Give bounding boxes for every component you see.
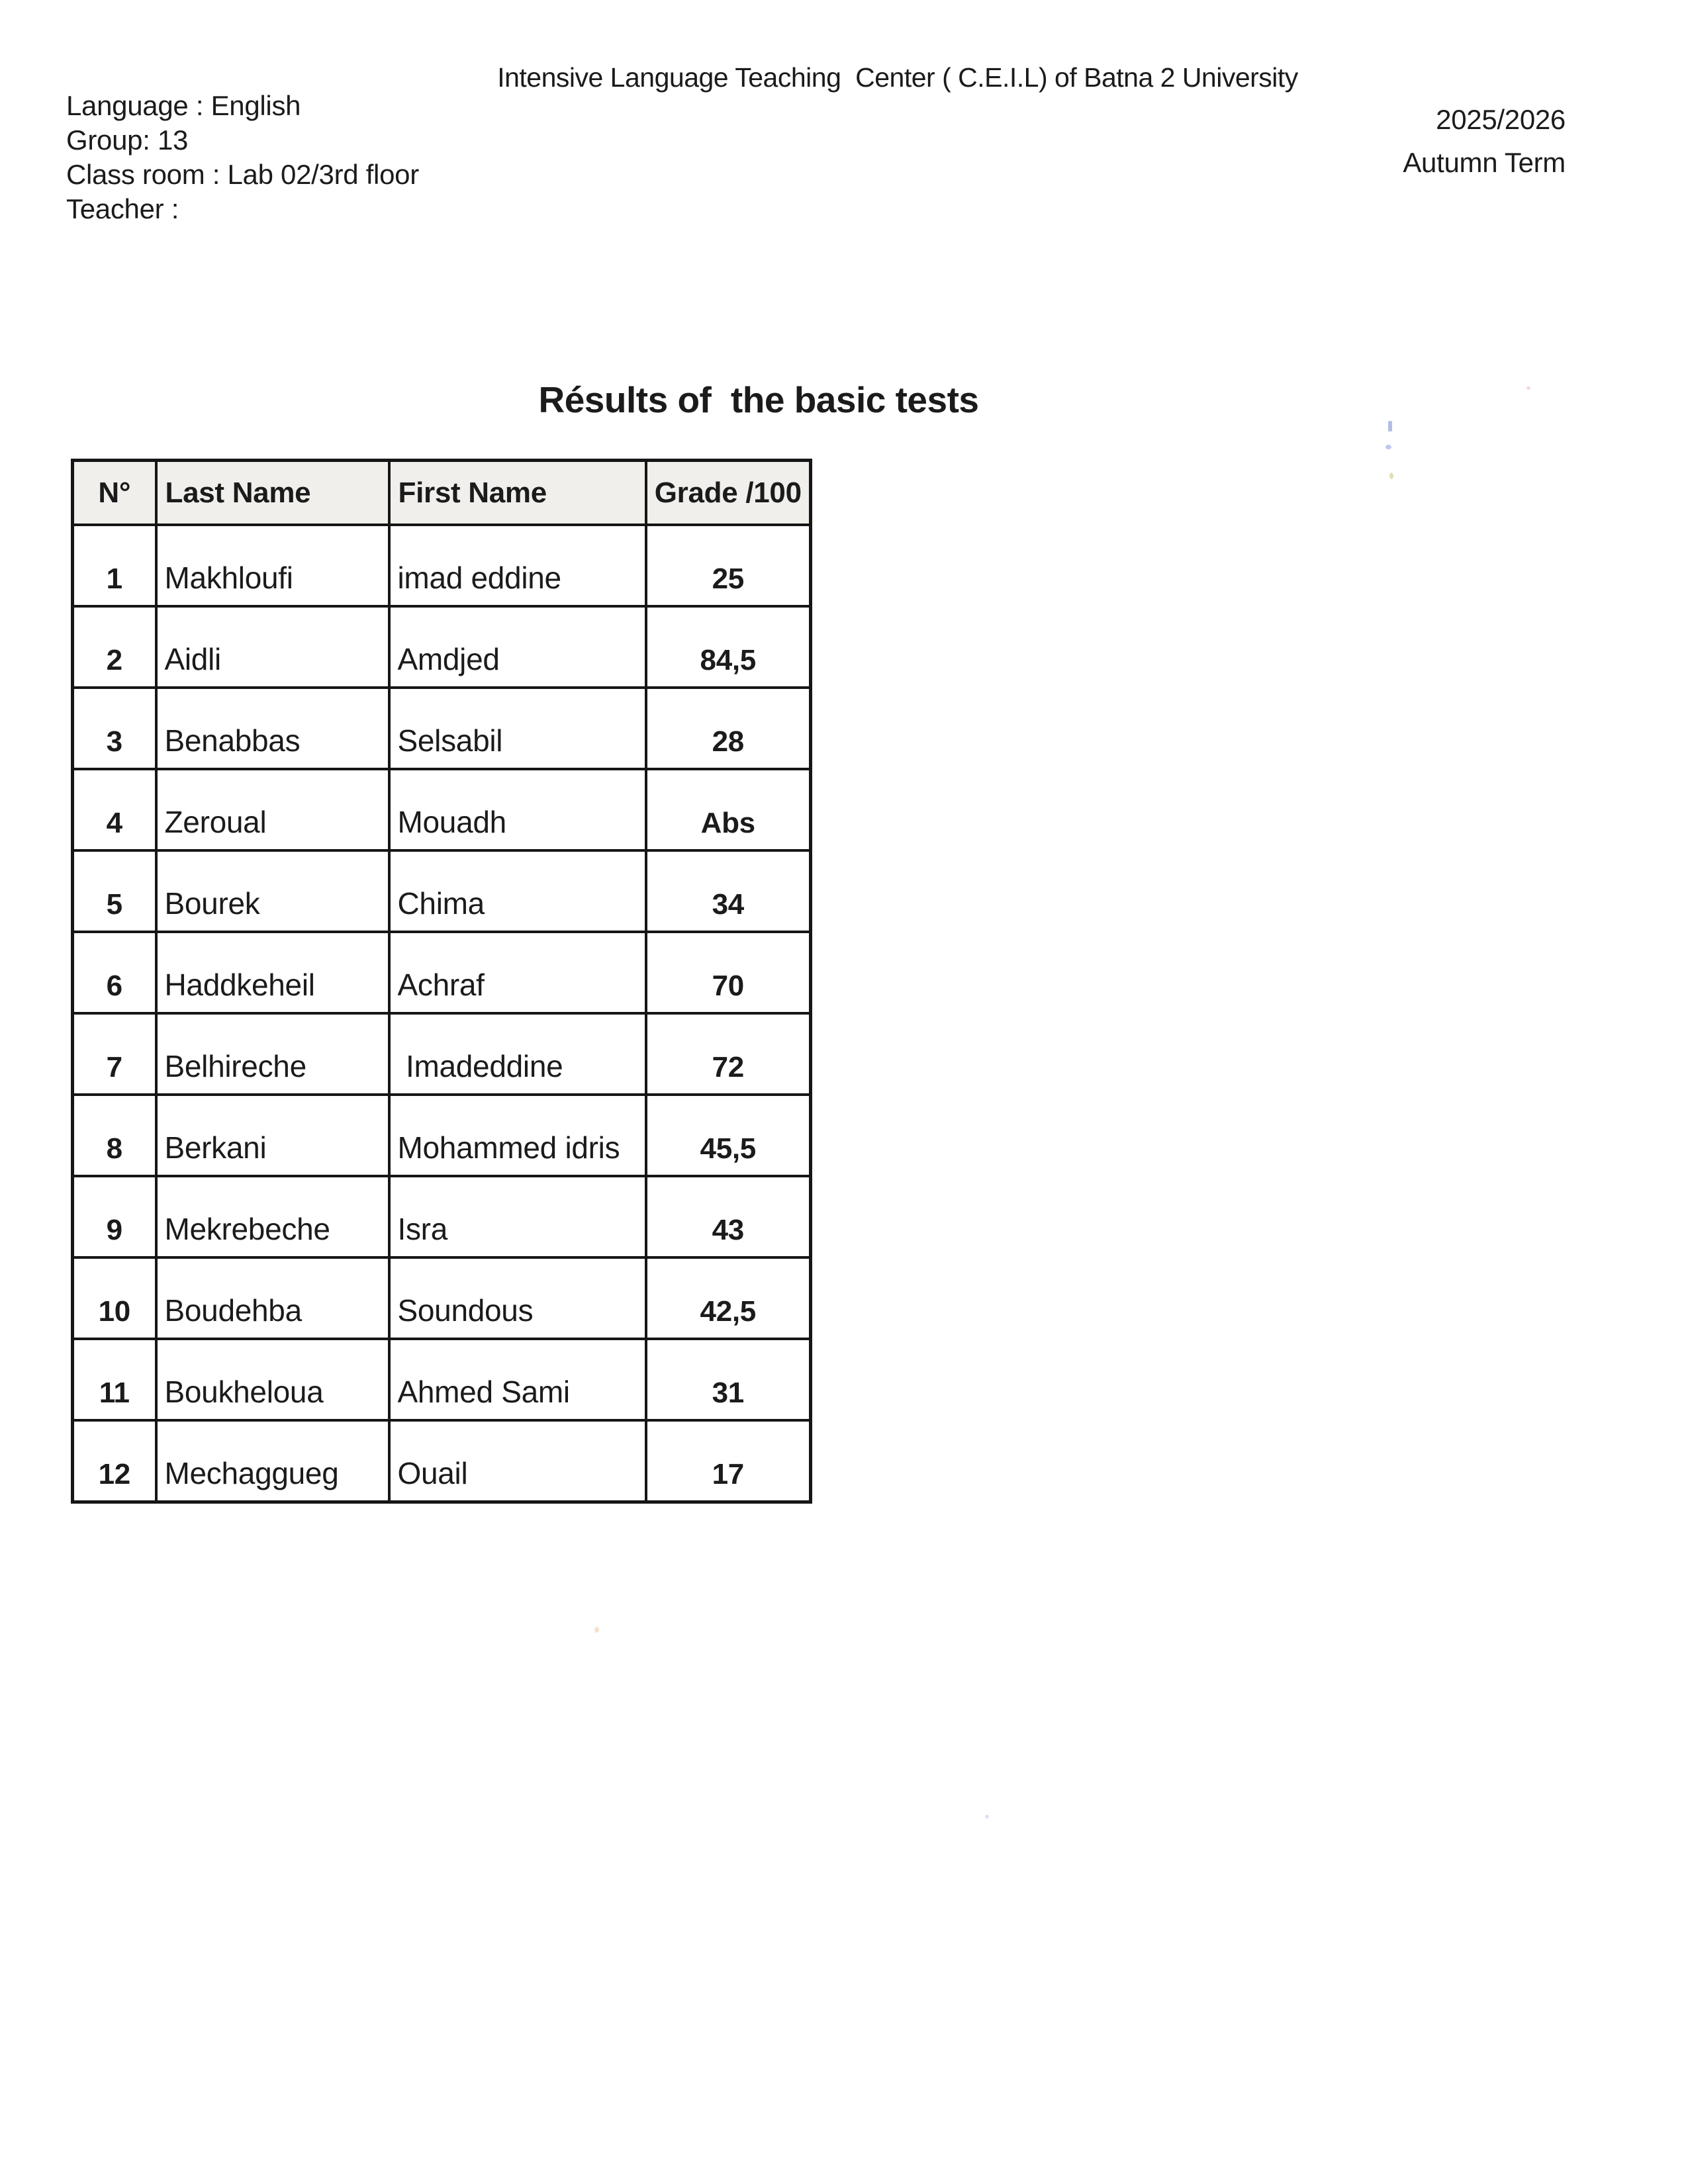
table-row bbox=[73, 1013, 811, 1095]
column-header-first-name: First Name bbox=[389, 461, 646, 525]
column-header-number: N° bbox=[73, 461, 156, 525]
cell-grade: 34 bbox=[646, 850, 811, 932]
cell-first-name: Soundous bbox=[389, 1257, 646, 1339]
results-table bbox=[71, 459, 812, 1504]
cell-number: 7 bbox=[73, 1013, 156, 1095]
teacher-line: Teacher : bbox=[66, 193, 179, 224]
table-row bbox=[73, 1257, 811, 1339]
cell-first-name: Selsabil bbox=[389, 688, 646, 769]
table-row bbox=[73, 1095, 811, 1176]
column-header-last-name: Last Name bbox=[156, 461, 389, 525]
cell-number: 2 bbox=[73, 606, 156, 688]
cell-number: 1 bbox=[73, 525, 156, 606]
term-info-block bbox=[1403, 98, 1566, 184]
cell-grade: 72 bbox=[646, 1013, 811, 1095]
cell-number: 9 bbox=[73, 1176, 156, 1257]
cell-last-name: Boudehba bbox=[156, 1257, 389, 1339]
cell-first-name: Mouadh bbox=[389, 769, 646, 850]
cell-first-name: Achraf bbox=[389, 932, 646, 1013]
scan-artifact bbox=[1526, 387, 1530, 390]
table-row bbox=[73, 1339, 811, 1420]
column-header-grade: Grade /100 bbox=[646, 461, 811, 525]
scan-artifact bbox=[594, 1627, 599, 1633]
cell-first-name: Imadeddine bbox=[389, 1013, 646, 1095]
cell-last-name: Haddkeheil bbox=[156, 932, 389, 1013]
cell-grade: 70 bbox=[646, 932, 811, 1013]
cell-last-name: Benabbas bbox=[156, 688, 389, 769]
cell-last-name: Aidli bbox=[156, 606, 389, 688]
cell-number: 6 bbox=[73, 932, 156, 1013]
table-row bbox=[73, 1176, 811, 1257]
cell-number: 5 bbox=[73, 850, 156, 932]
cell-last-name: Belhireche bbox=[156, 1013, 389, 1095]
cell-number: 11 bbox=[73, 1339, 156, 1420]
header-row bbox=[73, 461, 811, 525]
cell-first-name: imad eddine bbox=[389, 525, 646, 606]
class-info-block bbox=[66, 89, 419, 226]
cell-first-name: Chima bbox=[389, 850, 646, 932]
classroom-line: Class room : Lab 02/3rd floor bbox=[66, 159, 419, 190]
cell-last-name: Mekrebeche bbox=[156, 1176, 389, 1257]
cell-number: 12 bbox=[73, 1420, 156, 1502]
table-row bbox=[73, 688, 811, 769]
table-row bbox=[73, 606, 811, 688]
cell-grade: 84,5 bbox=[646, 606, 811, 688]
cell-grade: Abs bbox=[646, 769, 811, 850]
academic-year: 2025/2026 bbox=[1436, 104, 1566, 135]
cell-number: 3 bbox=[73, 688, 156, 769]
cell-first-name: Amdjed bbox=[389, 606, 646, 688]
cell-last-name: Bourek bbox=[156, 850, 389, 932]
document-title: Résults of the basic tests bbox=[538, 379, 979, 420]
results-table-body bbox=[73, 525, 811, 1502]
cell-last-name: Mechaggueg bbox=[156, 1420, 389, 1502]
cell-number: 10 bbox=[73, 1257, 156, 1339]
cell-grade: 42,5 bbox=[646, 1257, 811, 1339]
language-line: Language : English bbox=[66, 90, 301, 121]
cell-grade: 31 bbox=[646, 1339, 811, 1420]
cell-first-name: Ouail bbox=[389, 1420, 646, 1502]
cell-last-name: Zeroual bbox=[156, 769, 389, 850]
cell-grade: 28 bbox=[646, 688, 811, 769]
results-table-header bbox=[73, 461, 811, 525]
table-row bbox=[73, 850, 811, 932]
cell-number: 4 bbox=[73, 769, 156, 850]
scan-artifact bbox=[1388, 421, 1392, 432]
group-line: Group: 13 bbox=[66, 124, 189, 156]
cell-last-name: Makhloufi bbox=[156, 525, 389, 606]
table-row bbox=[73, 769, 811, 850]
cell-grade: 25 bbox=[646, 525, 811, 606]
table-row bbox=[73, 525, 811, 606]
university-header-title: Intensive Language Teaching Center ( C.E.I.L) of Batna 2 University bbox=[497, 62, 1298, 93]
cell-grade: 45,5 bbox=[646, 1095, 811, 1176]
term-label: Autumn Term bbox=[1403, 147, 1566, 178]
cell-first-name: Isra bbox=[389, 1176, 646, 1257]
scan-artifact bbox=[1385, 445, 1391, 449]
cell-first-name: Mohammed idris bbox=[389, 1095, 646, 1176]
cell-number: 8 bbox=[73, 1095, 156, 1176]
cell-grade: 17 bbox=[646, 1420, 811, 1502]
scan-artifact bbox=[985, 1815, 989, 1819]
table-row bbox=[73, 932, 811, 1013]
cell-first-name: Ahmed Sami bbox=[389, 1339, 646, 1420]
cell-last-name: Boukheloua bbox=[156, 1339, 389, 1420]
cell-last-name: Berkani bbox=[156, 1095, 389, 1176]
cell-grade: 43 bbox=[646, 1176, 811, 1257]
table-row bbox=[73, 1420, 811, 1502]
scan-artifact bbox=[1389, 473, 1393, 479]
